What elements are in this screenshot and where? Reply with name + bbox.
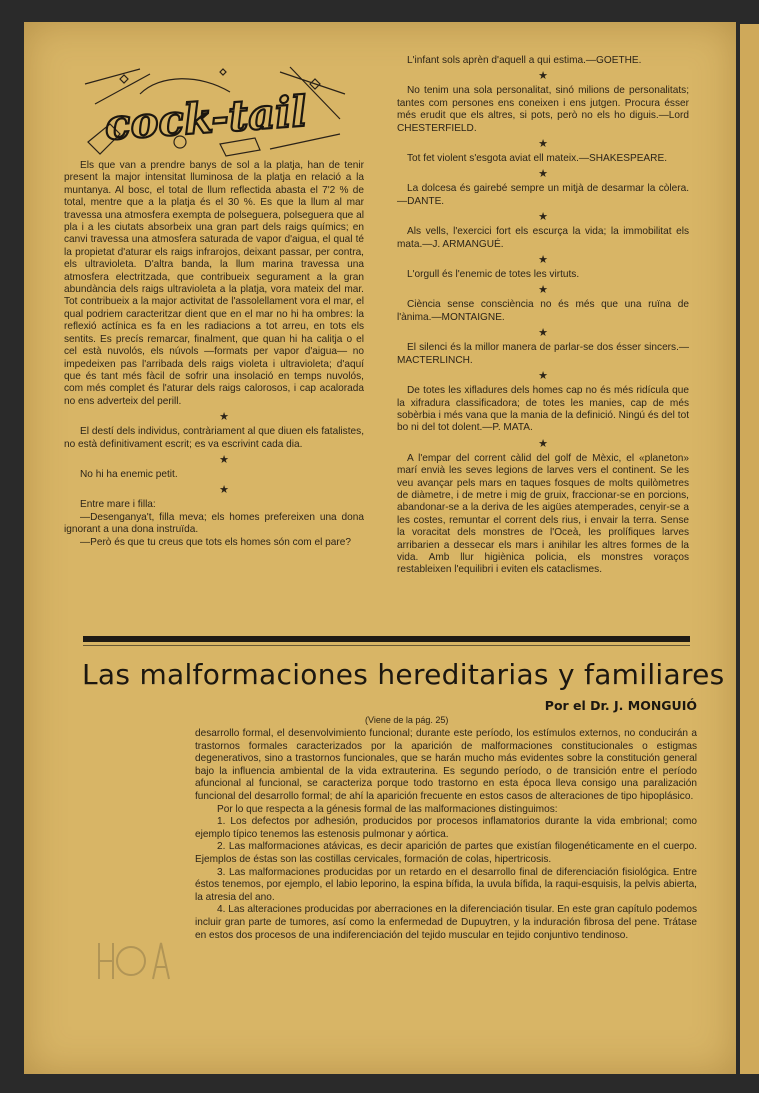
faded-logo-mark	[95, 935, 173, 985]
paragraph: 3. Las malformaciones producidas por un retardo en el desarrollo final de diferenciación fisiológica. Entre éstos tenemos, por ejemplo, el labio leporino, la espina bífida, la uvula bífida, la raqui-esquisis, la pelvis abierta, la atresia del ano.	[195, 866, 697, 903]
paragraph: —Però és que tu creus que tots els homes són com el pare?	[80, 536, 351, 548]
paragraph: 2. Las malformaciones atávicas, es decir aparición de partes que existían filogenéticamente en el cuerpo. Ejemplos de éstas son las costillas cervicales, formación de colas, hipertricosis.	[195, 841, 697, 865]
star-separator: ★	[538, 284, 548, 297]
star-separator: ★	[538, 327, 548, 340]
adjacent-page-edge	[740, 24, 759, 1074]
paragraph: Entre mare i filla:	[80, 499, 156, 511]
quote: A l'empar del corrent càlid del golf de Mèxic, el «planeton» marí envià les seves legions de larves vers el continent. Se les veu avançar pels mars en taques fosques de molts quilòmetres de diàmetre, i de metre i mig de gruix, fraccionar-se en porcions, abandonar-se a la deriva de les aigües atemperades, cenyir-se a les costes, remuntar el corrent dels rius, i envair la terra. Sense la voracitat dels monstres de l'Oceà, les prolífiques larves arribarien a dessecar els mars i anihilar les altres formes de la vida. Amb llur higiènica policia, els monstres voraços restableixen l'equilibri i eviten els cataclismes.	[397, 452, 689, 576]
star-separator: ★	[538, 138, 548, 151]
star-separator: ★	[538, 168, 548, 181]
star-separator: ★	[538, 70, 548, 83]
paragraph: —Desenganya't, filla meva; els homes prefereixen una dona ignorant a una dona instruïda.	[64, 511, 364, 536]
paragraph: Els que van a prendre banys de sol a la platja, han de tenir present la major intensitat lluminosa de la platja en relació a la muntanya. Al bosc, el total de llum reflectida abasta el 7'2 % de total, mentre que a la platja és el 30 %. Es que la llum al mar travessa una atmosfera exempta de polseguera, polseguera que al pla i a les ciutats absorbeix una gran part dels raigs químics; en canvi travessa una atmosfera saturada de vapor d'aigua, el qual té la propietat d'aturar els raigs infrarojos, deixant passar, per contra, els ultravioleta. D'altra banda, la llum marina travessa una atmosfera electritzada, que contribueix segurament a la gran abundància dels raigs ultravioleta a la platja, vora mateix del mar. Tot contribueix a la major activitat de l'assolellament vora el mar, el qual podriem caracteritzar dient que en el mar no hi ha ombres: la reflexió actínica es fa en les radiacions a tot arreu, en tots els sentits. Es precís remarcar, finalment, que quan hi ha calitja o el cel està nuvolós, els núvols —formats per vapor d'aigua— no impedeixen pas l'arribada dels raigs violeta i ultravioleta; d'aquí que és tant més fàcil de sofrir una insolació en temps nuvolós, com més complet és l'aturar dels raigs calorosos, i cap acalorada no ens adverteix del perill.	[64, 160, 364, 407]
star-separator: ★	[219, 484, 229, 497]
continued-from-note: (Viene de la pág. 25)	[365, 715, 449, 725]
star-separator: ★	[538, 437, 548, 450]
article-body	[195, 728, 697, 942]
paragraph: No hi ha enemic petit.	[80, 468, 178, 480]
paragraph: 1. Los defectos por adhesión, producidos por procesos inflamatorios durante la vida embrional; como ejemplo típico tenemos las estenosis pulmonar y aórtica.	[195, 816, 697, 840]
star-separator: ★	[219, 411, 229, 424]
article-byline: Por el Dr. J. MONGUIÓ	[544, 698, 697, 713]
star-separator: ★	[219, 453, 229, 466]
right-column	[397, 55, 689, 577]
left-column	[64, 160, 364, 549]
section-divider-thin	[83, 645, 690, 646]
quote: Tot fet violent s'esgota aviat ell mateix.—SHAKESPEARE.	[407, 153, 667, 165]
quote: L'infant sols aprèn d'aquell a qui estima.—GOETHE.	[407, 55, 642, 66]
star-separator: ★	[538, 211, 548, 224]
cocktail-logo	[80, 64, 350, 164]
quote: Ciència sense consciència no és més que una ruïna de l'ànima.—MONTAIGNE.	[397, 299, 689, 323]
paragraph: 4. Las alteraciones producidas por aberraciones en la diferenciación tisular. En este gran capítulo podemos incluir gran parte de tumores, así como la enfermedad de Dupuytren, y la induración fibrosa del pene. Trátase en estos dos procesos de una indiferenciación del tejido muscular en tejido conjuntivo tendinoso.	[195, 904, 697, 941]
section-divider	[83, 636, 690, 642]
quote: El silenci és la millor manera de parlar-se dos ésser sincers.—MACTERLINCH.	[397, 342, 689, 366]
quote: Als vells, l'exercici fort els escurça la vida; la immobilitat els mata.—J. ARMANGUÉ.	[397, 226, 689, 250]
svg-text:cock-tail: cock-tail	[103, 86, 309, 150]
quote: De totes les xifladures dels homes cap no és més ridícula que la xifradura classificadora; de totes les manies, cap de més sobèrbia i més vana que la mania de la definició. Ningú és del tot bo ni del tot dolent.—P. MATA.	[397, 385, 689, 434]
quote: La dolcesa és gairebé sempre un mitjà de desarmar la còlera.—DANTE.	[397, 183, 689, 207]
paragraph: El destí dels individus, contràriament al que diuen els fatalistes, no està definitivament escrit; es va escrivint cada dia.	[64, 426, 364, 450]
quote: L'orgull és l'enemic de totes les virtuts.	[407, 269, 580, 281]
paragraph: desarrollo formal, el desenvolvimiento funcional; durante este período, los estímulos externos, no conducirán a trastornos formales caracterizados por la aparición de malformaciones constitucionales o estigmas degenerativos, sino a trastornos funcionales, que se harán mucho más evidentes sobre la constitución general bajo la influencia ambiental de la vida extrauterina. Es segundo período, o de transición entre el período afuncional al funcional, se caracteriza porque todo trastorno en esta época lleva consigo una paralización funcional del desarrollo formal; de ahí la aparición frecuente en estos casos de alteraciones de tipo hipoplásico.	[195, 728, 697, 802]
article-title: Las malformaciones hereditarias y familiares	[82, 658, 725, 691]
star-separator: ★	[538, 370, 548, 383]
star-separator: ★	[538, 254, 548, 267]
paragraph: Por lo que respecta a la génesis formal de las malformaciones distinguimos:	[217, 803, 558, 815]
quote: No tenim una sola personalitat, sinó milions de personalitats; tantes com persones ens coneixen i ens jutgen. Procura ésser més erudit que els altres, si pots, però no els ho diguis.—Lord CHESTERFIELD.	[397, 85, 689, 134]
